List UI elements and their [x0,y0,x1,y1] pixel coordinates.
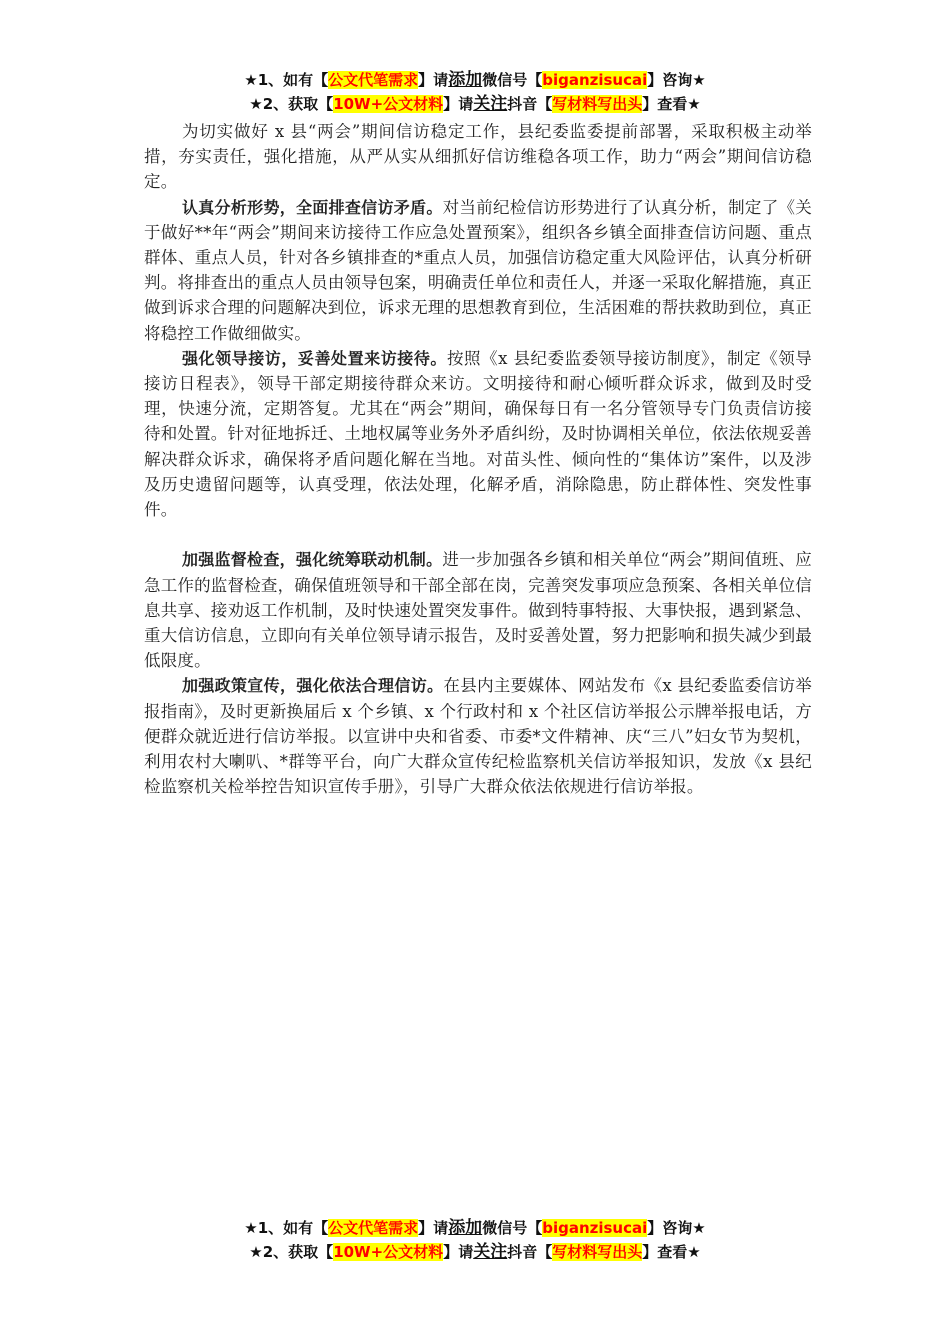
highlight-materials: 10W+公文材料 [333,95,444,113]
banner-line-1 [0,1216,950,1240]
banner-text: ★2、获取【 [249,95,334,113]
header-banner [0,68,950,116]
banner-text: 微信号【 [482,1219,543,1237]
banner-text: 】咨询★ [647,71,706,89]
banner-line-2 [0,1240,950,1264]
section-paragraph-2 [144,346,812,522]
highlight-materials: 10W+公文材料 [333,1243,444,1261]
highlight-douyin-account: 写材料写出头 [552,95,643,113]
banner-line-1 [0,68,950,92]
section-paragraph-4 [144,673,812,799]
banner-text: 微信号【 [482,71,543,89]
banner-line-2 [0,92,950,116]
highlight-service: 公文代笔需求 [328,1219,419,1237]
underlined-add: 添加 [448,1218,483,1238]
banner-text: 】请 [443,95,474,113]
underlined-add: 添加 [448,70,483,90]
highlight-wechat-id: biganzisucai [542,71,648,89]
section-paragraph-1 [144,195,812,346]
highlight-wechat-id: biganzisucai [542,1219,648,1237]
section-paragraph-3 [144,547,812,673]
section-heading: 强化领导接访，妥善处置来访接待。 [181,348,447,368]
section-heading: 加强政策宣传，强化依法合理信访。 [181,676,444,696]
section-heading: 认真分析形势，全面排查信访矛盾。 [181,197,443,217]
intro-paragraph: 为切实做好 x 县“两会”期间信访稳定工作，县纪委监委提前部署，采取积极主动举措，夯实责任，强化措施，从严从实从细抓好信访维稳各项工作，助力“两会”期间信访稳定。 [144,122,812,192]
banner-text: ★1、如有【 [244,1219,329,1237]
highlight-service: 公文代笔需求 [328,71,419,89]
banner-text: 】查看★ [642,95,701,113]
banner-text: 】请 [418,71,449,89]
banner-text: 】咨询★ [647,1219,706,1237]
banner-text: 】请 [418,1219,449,1237]
section-text: 在县内主要媒体、网站发布《x 县纪委监委信访举报指南》，及时更新换届后 x 个乡镇、x 个行政村和 x 个社区信访举报公示牌举报电话，方便群众就近进行信访举报。以宣讲中央和省委、市委*文件精神、庆“三八”妇女节为契机，利用农村大喇叭、*群等平台，向广大群众宣传纪检监察机关信访举报知识，发放《x 县纪检监察机关检举控告知识宣传手册》，引导广大群众依法依规进行信访举报。 [144,676,812,797]
highlight-douyin-account: 写材料写出头 [552,1243,643,1261]
section-heading: 加强监督检查，强化统筹联动机制。 [181,550,443,570]
banner-text: 抖音【 [507,95,553,113]
banner-text: ★1、如有【 [244,71,329,89]
section-text: 按照《x 县纪委监委领导接访制度》，制定《领导接访日程表》，领导干部定期接待群众来访。文明接待和耐心倾听群众诉求，做到及时受理，快速分流，定期答复。尤其在“两会”期间，确保每日有一名分管领导专门负责信访接待和处置。针对征地拆迁、土地权属等业务外矛盾纠纷，及时协调相关单位，依法依规妥善解决群众诉求，确保将矛盾问题化解在当地。对苗头性、倾向性的“集体访”案件，以及涉及历史遗留问题等，认真受理，依法处理，化解矛盾，消除隐患，防止群体性、突发性事件。 [144,348,813,520]
banner-text: 】查看★ [642,1243,701,1261]
underlined-follow: 关注 [473,94,508,114]
underlined-follow: 关注 [473,1242,508,1262]
footer-banner [0,1216,950,1264]
section-text: 进一步加强各乡镇和相关单位“两会”期间值班、应急工作的监督检查，确保值班领导和干部全部在岗，完善突发事项应急预案、各相关单位信息共享、接劝返工作机制，及时快速处置突发事件。做到特事特报、大事快报，遇到紧急、重大信访信息，立即向有关单位领导请示报告，及时妥善处置，努力把影响和损失减少到最低限度。 [144,550,812,671]
banner-text: ★2、获取【 [249,1243,334,1261]
banner-text: 】请 [443,1243,474,1261]
banner-text: 抖音【 [507,1243,553,1261]
document-body [144,119,812,799]
section-text: 对当前纪检信访形势进行了认真分析，制定了《关于做好**年“两会”期间来访接待工作应急处置预案》，组织各乡镇全面排查信访问题、重点群体、重点人员，针对各乡镇排查的*重点人员，加强信访稳定重大风险评估，认真分析研判。将排查出的重点人员由领导包案，明确责任单位和责任人，并逐一采取化解措施，真正做到诉求合理的问题解决到位，诉求无理的思想教育到位，生活困难的帮扶救助到位，真正将稳控工作做细做实。 [144,197,813,343]
